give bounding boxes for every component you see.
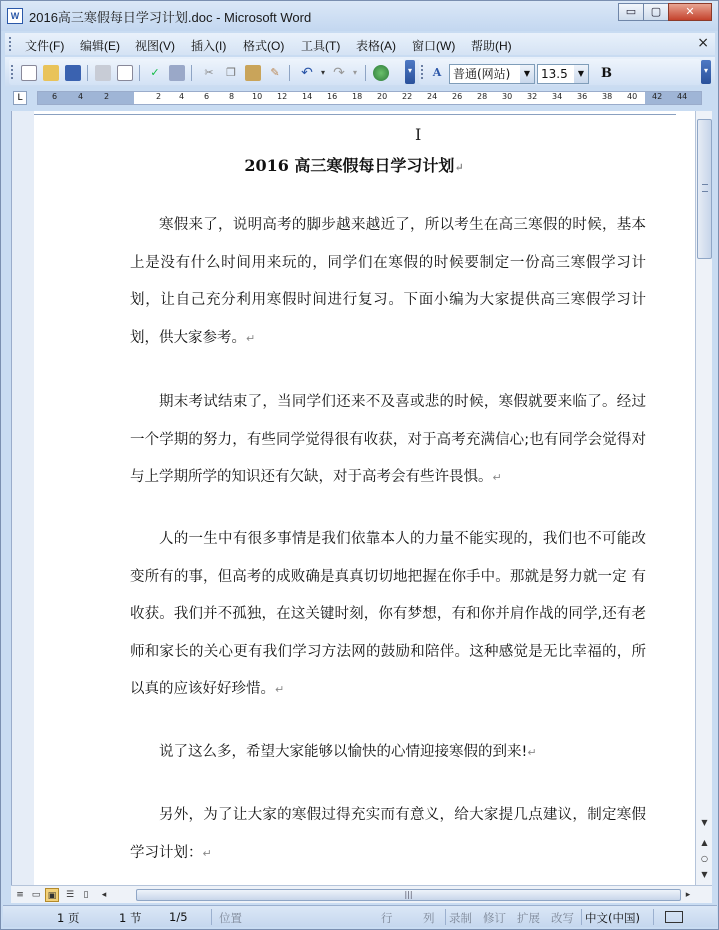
toolbar-options-icon[interactable]: ▾	[701, 60, 711, 84]
ruler-tick: 38	[602, 92, 613, 101]
menu-bar	[5, 33, 715, 55]
close-document-icon[interactable]: ×	[697, 35, 709, 51]
scroll-down-icon[interactable]: ▼	[701, 818, 708, 827]
status-separator	[653, 909, 654, 925]
window-title: 2016高三寒假每日学习计划.doc - Microsoft Word	[29, 10, 312, 25]
menu-view[interactable]: 视图(V)	[135, 39, 175, 53]
paragraph-text: 另外，为了让大家的寒假过得充实而有意义，给大家提几点建议，制定寒假学习计划：	[130, 807, 646, 861]
status-ext[interactable]: 扩展	[517, 911, 540, 925]
next-page-icon[interactable]: ▼	[701, 870, 708, 879]
scroll-grip-icon	[702, 184, 708, 192]
toolbar-options-icon[interactable]: ▾	[405, 60, 415, 84]
paragraph[interactable]	[130, 384, 646, 497]
ruler-tick: 20	[377, 92, 388, 101]
ruler-tick: 32	[527, 92, 538, 101]
menu-insert[interactable]: 插入(I)	[191, 39, 227, 53]
toolbar-separator	[365, 65, 366, 81]
style-combo[interactable]	[449, 64, 535, 84]
view-scroll-bar	[11, 885, 712, 903]
ruler-tick: 4	[179, 92, 185, 101]
standard-toolbar	[9, 59, 405, 85]
menu-help[interactable]: 帮助(H)	[471, 39, 512, 53]
ruler-tick: 6	[204, 92, 210, 101]
status-page-of: 1/5	[169, 910, 188, 924]
previous-page-icon[interactable]: ▲	[701, 838, 708, 847]
redo-dropdown-icon[interactable]: ▾	[352, 68, 357, 77]
chevron-down-icon[interactable]: ▼	[520, 65, 534, 83]
ruler-tick: 26	[452, 92, 463, 101]
undo-icon[interactable]: ↶	[301, 65, 313, 81]
ruler-tick: 2	[104, 92, 110, 101]
web-layout-view-icon[interactable]: ▭	[31, 890, 41, 900]
status-ovr[interactable]: 改写	[551, 911, 574, 925]
save-icon[interactable]	[65, 65, 81, 81]
print-layout-view-icon[interactable]: ▣	[45, 888, 59, 902]
status-section: 1 节	[119, 911, 142, 925]
ruler-tick: 2	[156, 92, 162, 101]
menu-edit[interactable]: 编辑(E)	[80, 39, 120, 53]
scroll-left-icon[interactable]: ◂	[101, 890, 107, 900]
status-rec[interactable]: 录制	[449, 911, 472, 925]
paragraph-text: 人的一生中有很多事情是我们依靠本人的力量不能实现的，我们也不可能改变所有的事，但高考的成败确是真真切切地把握在你手中。那就是努力就一定 有收获。我们并不孤独，在这关键时刻，你有梦想，有和你并肩作战的同学,还有老师和家长的关心更有我们学习方法网的鼓励和陪伴。这种感觉是无比幸福的，所 以真的应该好好珍惜。	[130, 531, 646, 698]
menu-tools[interactable]: 工具(T)	[301, 39, 341, 53]
document-title[interactable]	[12, 153, 695, 176]
cut-icon[interactable]: ✂	[204, 66, 214, 79]
status-page: 1 页	[57, 911, 80, 925]
ruler-tick: 22	[402, 92, 413, 101]
select-browse-object-icon[interactable]: ○	[701, 854, 708, 863]
status-bar	[3, 905, 717, 927]
scroll-right-icon[interactable]: ▸	[685, 890, 691, 900]
document-gutter	[12, 111, 34, 885]
horizontal-scroll-thumb[interactable]: |||	[136, 889, 681, 901]
toolbar-separator	[87, 65, 88, 81]
ruler-tick: 18	[352, 92, 363, 101]
menu-format[interactable]: 格式(O)	[243, 39, 285, 53]
window-controls	[619, 3, 712, 21]
bold-button[interactable]: B	[601, 66, 612, 81]
toolbar-separator	[191, 65, 192, 81]
menu-window[interactable]: 窗口(W)	[412, 39, 456, 53]
font-size-combo[interactable]	[537, 64, 589, 84]
paragraph[interactable]	[130, 797, 646, 872]
status-position: 位置	[219, 911, 242, 925]
menu-table[interactable]: 表格(A)	[356, 39, 396, 53]
research-icon[interactable]	[169, 65, 185, 81]
formatting-toolbar	[419, 59, 701, 85]
tab-selector[interactable]: L	[13, 91, 27, 105]
status-trk[interactable]: 修订	[483, 911, 506, 925]
paragraph-mark-icon: ↵	[454, 161, 464, 174]
status-separator	[581, 909, 582, 925]
paragraph-text: 期末考试结束了，当同学们还来不及喜或悲的时候，寒假就要来临了。经过一个学期的努力，有些同学觉得很有收获，对于高考充满信心;也有同学会觉得对与上学期所学的知识还有欠缺，对于高考会有些许畏惧。	[130, 394, 646, 486]
paragraph-mark-icon: ↵	[527, 746, 537, 759]
ruler-tick: 34	[552, 92, 563, 101]
page-top-border	[34, 114, 676, 115]
status-language[interactable]: 中文(中国)	[585, 911, 640, 925]
maximize-button[interactable]: ▢	[643, 3, 669, 21]
format-painter-icon[interactable]: ✎	[270, 66, 280, 79]
menu-file[interactable]: 文件(F)	[25, 39, 65, 53]
menu-grip-icon[interactable]	[9, 37, 12, 51]
paragraph-mark-icon: ↵	[492, 471, 502, 485]
ruler-tick: 42	[652, 92, 663, 101]
ruler-tick: 10	[252, 92, 263, 101]
document-area[interactable]	[11, 111, 695, 885]
ruler-tick: 8	[229, 92, 235, 101]
normal-view-icon[interactable]: ≡	[16, 890, 24, 900]
minimize-button[interactable]: ▭	[618, 3, 644, 21]
toolbar-separator	[139, 65, 140, 81]
toolbar-grip-icon[interactable]	[11, 65, 14, 79]
ruler-tick: 30	[502, 92, 513, 101]
paragraph-mark-icon: ↵	[246, 331, 256, 345]
ruler-tick: 14	[302, 92, 313, 101]
word-app-icon[interactable]: W	[7, 8, 23, 24]
chevron-down-icon[interactable]: ▼	[574, 65, 588, 83]
paragraph-text: 说了这么多，希望大家能够以愉快的心情迎接寒假的到来!	[159, 744, 528, 760]
ruler-tick: 12	[277, 92, 288, 101]
paragraph-mark-icon: ↵	[202, 846, 212, 860]
ruler-tick: 28	[477, 92, 488, 101]
paste-icon[interactable]	[245, 65, 261, 81]
status-line: 行	[381, 911, 393, 925]
toolbar-grip-icon[interactable]	[421, 65, 424, 79]
toolbar-separator	[289, 65, 290, 81]
font-size-value: 13.5	[541, 67, 568, 81]
horizontal-ruler[interactable]	[37, 91, 702, 105]
reading-layout-view-icon[interactable]: ▯	[83, 890, 89, 900]
ruler-tick: 44	[677, 92, 688, 101]
document-title-text: 2016 高三寒假每日学习计划	[244, 156, 455, 175]
ruler-tick: 6	[52, 92, 58, 101]
status-column: 列	[423, 911, 435, 925]
print-icon[interactable]	[95, 65, 111, 81]
paragraph[interactable]	[130, 734, 646, 772]
spelling-icon[interactable]: ✓	[150, 66, 160, 79]
vertical-scrollbar[interactable]	[695, 111, 712, 885]
ruler-bar	[5, 89, 715, 109]
title-bar	[1, 1, 718, 31]
ruler-tick: 36	[577, 92, 588, 101]
paragraph[interactable]	[130, 207, 646, 357]
hyperlink-icon[interactable]	[373, 65, 389, 81]
spelling-status-icon[interactable]	[665, 911, 683, 923]
toolbar	[5, 57, 715, 87]
status-separator	[445, 909, 446, 925]
close-button[interactable]: ✕	[668, 3, 712, 21]
copy-icon[interactable]: ❐	[226, 66, 236, 79]
i-beam-cursor-icon: I	[415, 125, 422, 144]
paragraph[interactable]	[130, 521, 646, 709]
ruler-tick: 4	[78, 92, 84, 101]
ruler-tick: 24	[427, 92, 438, 101]
styles-pane-icon[interactable]: A	[432, 66, 442, 79]
ruler-tick: 40	[627, 92, 638, 101]
undo-dropdown-icon[interactable]: ▾	[320, 68, 325, 77]
paragraph-text: 寒假来了，说明高考的脚步越来越近了，所以考生在高三寒假的时候，基本上是没有什么时间用来玩的，同学们在寒假的时候要制定一份高三寒假学习计划，让自己充分利用寒假时间进行复习。下面小编为大家提供高三寒假学习计划，供大家参考。	[130, 217, 646, 346]
status-separator	[211, 909, 212, 925]
ruler-tick: 16	[327, 92, 338, 101]
new-icon[interactable]	[21, 65, 37, 81]
open-icon[interactable]	[43, 65, 59, 81]
outline-view-icon[interactable]: ☰	[65, 890, 75, 900]
print-preview-icon[interactable]	[117, 65, 133, 81]
redo-icon[interactable]: ↷	[333, 65, 345, 81]
vertical-scroll-thumb[interactable]	[697, 119, 712, 259]
style-combo-value: 普通(网站)	[453, 67, 511, 81]
paragraph-mark-icon: ↵	[275, 683, 285, 697]
